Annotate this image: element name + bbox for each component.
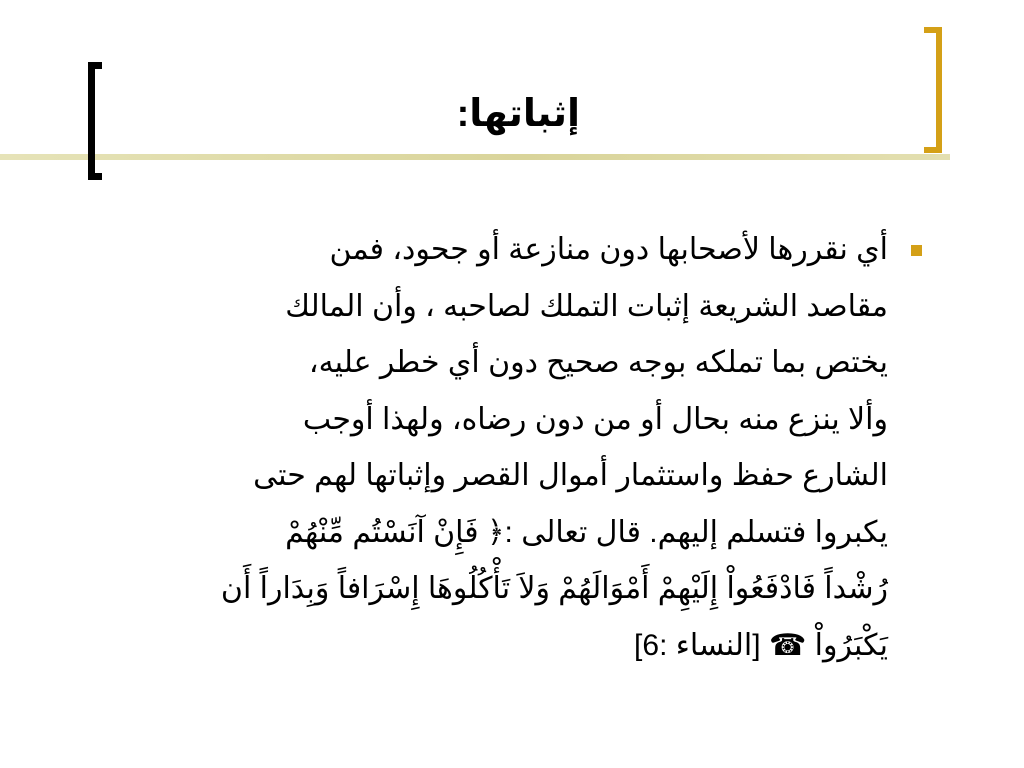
title-underline-rule xyxy=(0,154,950,160)
body-line: رُشْداً فَادْفَعُواْ إِلَيْهِمْ أَمْوَالَهُمْ وَلاَ تَأْكُلُوهَا إِسْرَافاً وَبِدَاراً أَن xyxy=(220,572,888,605)
slide-title: إثباتها: xyxy=(456,93,580,135)
body-line: الشارع حفظ واستثمار أموال القصر وإثباتها لهم حتى xyxy=(253,459,888,492)
body-text xyxy=(88,222,888,674)
body-line: أي نقررها لأصحابها دون منازعة أو جحود، فمن xyxy=(329,233,888,266)
body-line: وألا ينزع منه بحال أو من دون رضاه، ولهذا أوجب xyxy=(302,402,888,436)
bullet-square-icon xyxy=(911,245,922,256)
body-line: يَكْبَرُواْ ☎ [النساء :6] xyxy=(634,628,888,662)
body-line: يختص بما تملكه بوجه صحيح دون أي خطر عليه، xyxy=(308,346,888,379)
left-bracket-decoration xyxy=(88,62,102,180)
right-bracket-decoration xyxy=(924,27,942,153)
body-line: يكبروا فتسلم إليهم. قال تعالى :﴿ فَإِنْ آنَسْتُم مِّنْهُمْ xyxy=(285,515,888,549)
body-line: مقاصد الشريعة إثبات التملك لصاحبه ، وأن المالك xyxy=(285,289,888,323)
